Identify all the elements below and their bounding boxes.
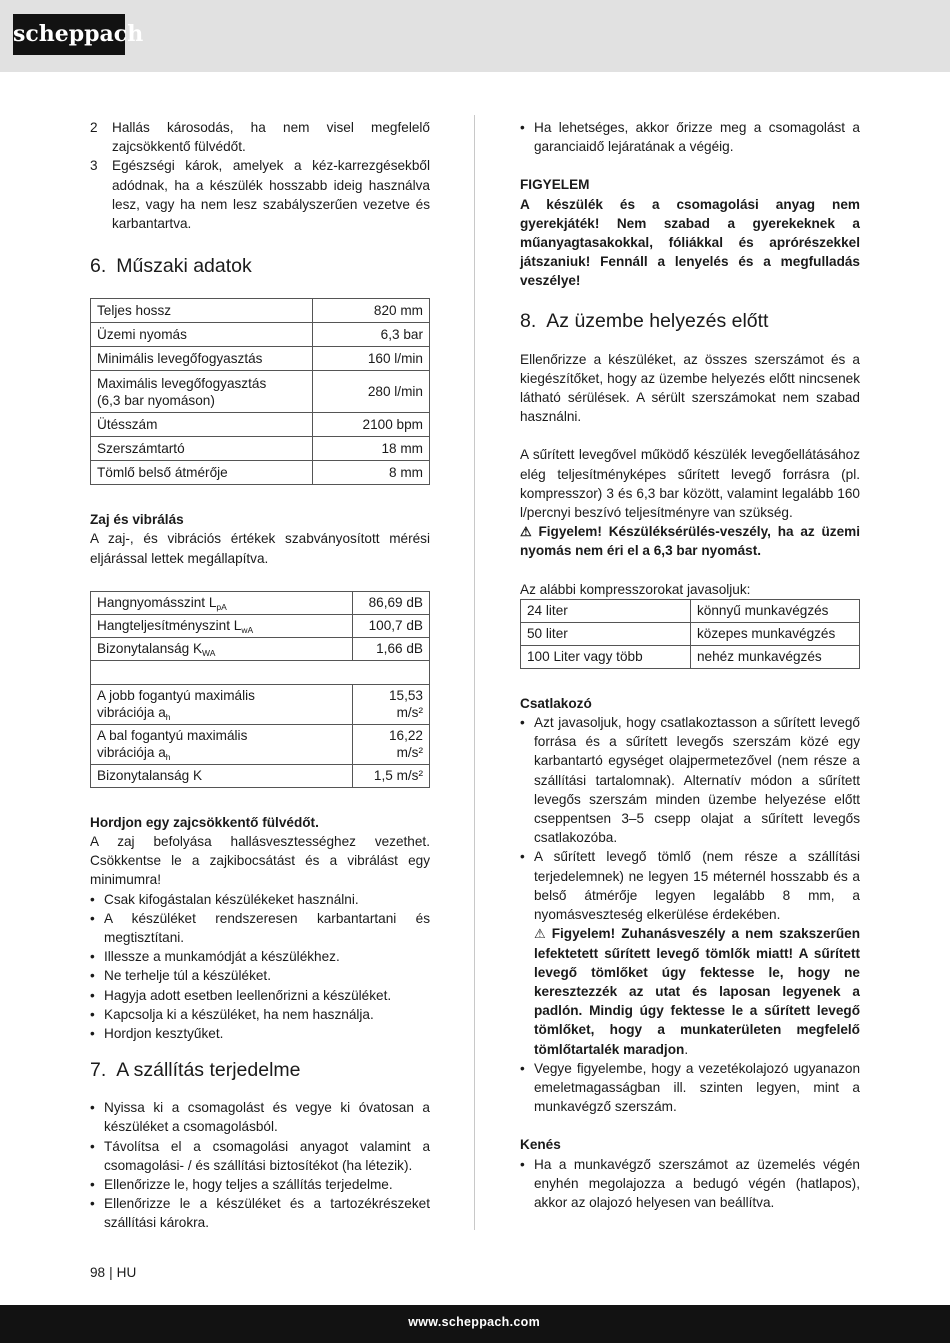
risk-text: Egészségi károk, amelyek a kéz-karrezgésekből adódnak, ha a készülék hosszabb ideig használva lesz, vagy ha nem lesz szabályszerűen vezetve és karbantartva. <box>112 158 430 232</box>
list-item-text: Csak kifogástalan készülékeket használni. <box>104 891 359 907</box>
list-item-text: Vegye figyelembe, hogy a vezetékolajozó ugyanazon emeletmagasságban ill. szinten legyen, mint a munkavégző szerszám. <box>534 1060 860 1115</box>
list-item-text: Azt javasoljuk, hogy csatlakoztasson a sűrített levegő forrása és a sűrített levegős szerszám közé egy karbantartó egységet olajpermetezővel (nem része a szállítási tartalomnak). Alternatív módon a sűrített levegős szerszám minden üzembe helyezése előtt cseppentsen 3–5 csepp olajat a sűrített levegős csatlakozóba. <box>534 715 860 846</box>
cell-line: A bal fogantyú maximális <box>97 728 248 744</box>
table-cell: 820 mm <box>313 299 430 323</box>
table-row <box>91 347 430 371</box>
table-row <box>91 591 430 614</box>
table-cell: 160 l/min <box>313 347 430 371</box>
table-row <box>91 299 430 323</box>
section-6-heading <box>90 254 430 278</box>
cell-line: vibrációja a <box>97 745 166 761</box>
cell-label: Hangnyomásszint L <box>97 595 217 611</box>
table-cell: 15,53 m/s² <box>353 684 430 724</box>
table-cell: 1,5 m/s² <box>353 764 430 787</box>
pressure-warning <box>520 522 860 560</box>
section-title: Az üzembe helyezés előtt <box>546 309 769 332</box>
section-7-heading <box>90 1058 430 1082</box>
lubrication-heading: Kenés <box>520 1137 561 1153</box>
table-cell: 1,66 dB <box>353 637 430 660</box>
table-row <box>91 637 430 660</box>
list-item: • Nyissa ki a csomagolást és vegye ki óvatosan a készüléket a csomagolásból. <box>90 1098 430 1136</box>
table-cell: 8 mm <box>313 461 430 485</box>
noise-text: A zaj-, és vibrációs értékek szabványosított mérési eljárással lettek megállapítva. <box>90 531 430 566</box>
attention-text: A készülék és a csomagolási anyag nem gyerekjáték! Nem szabad a gyerekeknek a műanyagtasakokkal, fóliákkal és aprórészekkel játszaniuk! Fennáll a lenyelés és a megfulladás veszélye! <box>520 196 860 289</box>
separator: | <box>109 1265 113 1280</box>
cell-line: A jobb fogantyú maximális <box>97 688 255 704</box>
brand-logo: scheppach <box>13 14 125 55</box>
table-row <box>91 724 430 764</box>
table-cell: 86,69 dB <box>353 591 430 614</box>
section-title: A szállítás terjedelme <box>116 1059 301 1082</box>
subscript: pA <box>216 602 227 613</box>
list-item: • A sűrített levegő tömlő (nem része a szállítási terjedelemnek) ne legyen 15 méternél hosszabb és a belső átmérője legyen legalább 8 mm, a nyomásveszteség elkerülése érdekében. ⚠ Figyelem! Zuhanásveszély a nem szakszerűen lefektetett sűrített levegő tömlők miatt! A sűrített levegő tömlőket úgy fektesse le, hogy ne keresztezzék az utat és laposan legyenek a padlón. Mindig úgy fektesse le a sűrített levegő tömlőket, hogy a munkaterületen megfelelő tömlőtartalék maradjon. <box>520 847 860 1058</box>
table-row <box>91 614 430 637</box>
table-cell: 16,22 m/s² <box>353 724 430 764</box>
list-item-text: A készüléket rendszeresen karbantartani és megtisztítani. <box>104 910 430 946</box>
page-footer <box>90 1265 136 1280</box>
subscript: h <box>165 712 171 723</box>
table-cell: Tömlő belső átmérője <box>91 461 313 485</box>
section-number: 6. <box>90 255 107 278</box>
table-cell: Minimális levegőfogyasztás <box>91 347 313 371</box>
section-number: 7. <box>90 1059 107 1082</box>
table-cell <box>91 591 353 614</box>
cell-label: Bizonytalanság K <box>97 641 203 657</box>
list-item: • Azt javasoljuk, hogy csatlakoztasson a sűrített levegő forrása és a sűrített levegős szerszám közé egy karbantartó egységet olajpermetezővel (nem része a szállítási tartalomnak). Alternatív módon a sűrített levegős szerszám minden üzembe helyezése előtt cseppentsen 3–5 csepp olajat a sűrített levegős csatlakozóba. <box>520 713 860 847</box>
table-cell: 100 Liter vagy több <box>521 645 691 668</box>
risk-item <box>90 156 430 233</box>
table-row <box>521 645 860 668</box>
list-item: • Hagyja adott esetben leellenőrizni a készüléket. <box>90 986 430 1005</box>
list-item: • Ellenőrizze le, hogy teljes a szállítás terjedelme. <box>90 1175 430 1194</box>
table-cell: Üzemi nyomás <box>91 323 313 347</box>
table-cell: közepes munkavégzés <box>691 622 860 645</box>
list-item-text: Ha lehetséges, akkor őrizze meg a csomagolást a garanciaidő lejáratának a végéig. <box>534 120 860 155</box>
section-8-heading <box>520 309 860 333</box>
table-cell: 280 l/min <box>313 371 430 413</box>
risk-item <box>90 118 430 156</box>
list-item-text: Nyissa ki a csomagolást és vegye ki óvatosan a készüléket a csomagolásból. <box>104 1100 430 1135</box>
list-item-text: Kapcsolja ki a készüléket, ha nem használja. <box>104 1006 374 1022</box>
attention-heading: FIGYELEM <box>520 177 590 193</box>
table-row <box>91 323 430 347</box>
list-item-text: Ne terhelje túl a készüléket. <box>104 968 271 984</box>
noise-table <box>90 591 430 788</box>
table-cell <box>91 614 353 637</box>
list-item-text: Illessze a munkamódját a készülékhez. <box>104 949 340 965</box>
list-item: • Ellenőrizze le a készüléket és a tartozékrészeket szállítási károkra. <box>90 1194 430 1232</box>
table-row <box>91 437 430 461</box>
ear-bullet-list <box>90 890 430 1044</box>
section-number: 8. <box>520 309 537 332</box>
table-cell: 18 mm <box>313 437 430 461</box>
list-item-text: Hagyja adott esetben leellenőrizni a készüléket. <box>104 987 392 1003</box>
warning-text-end: . <box>684 1041 689 1057</box>
table-cell <box>91 637 353 660</box>
header-bar <box>0 0 950 72</box>
cell-line: Maximális levegőfogyasztás <box>97 375 267 391</box>
table-cell: Ütésszám <box>91 413 313 437</box>
risk-text: Hallás károsodás, ha nem visel megfelelő zajcsökkentő fülvédőt. <box>112 120 430 155</box>
page-number: 98 <box>90 1265 106 1280</box>
website-link[interactable]: www.scheppach.com <box>408 1315 540 1329</box>
list-item: • A készüléket rendszeresen karbantartani és megtisztítani. <box>90 909 430 947</box>
table-cell: 6,3 bar <box>313 323 430 347</box>
warning-text: Figyelem! Zuhanásveszély a nem szakszerűen lefektetett sűrített levegő tömlők miatt! A sűrített levegő tömlőket úgy fektesse le, hogy ne keresztezzék az utat és laposan legyenek a padlón. Mindig úgy fektesse le a sűrített levegő tömlőket, hogy a munkaterületen megfelelő tömlőtartalék maradjon <box>534 926 861 1057</box>
risk-number: 3 <box>90 158 98 174</box>
table-row <box>91 371 430 413</box>
table-cell: nehéz munkavégzés <box>691 645 860 668</box>
table-cell: 50 liter <box>521 622 691 645</box>
table-cell <box>91 684 353 724</box>
column-divider <box>474 115 475 1230</box>
table-row <box>91 660 430 684</box>
list-item-body <box>534 847 860 1058</box>
list-item: • Hordjon kesztyűket. <box>90 1024 430 1043</box>
table-cell <box>91 724 353 764</box>
list-item: • Távolítsa el a csomagolási anyagot valamint a csomagolási- / és szállítási biztosítékot (ha létezik). <box>90 1137 430 1175</box>
list-item-text: Ha a munkavégző szerszámot az üzemelés végén enyhén megolajozza a bedugó végén (hatlapos), akkor az olajozó helyesen van beállítva. <box>534 1156 860 1210</box>
table-row <box>91 684 430 724</box>
list-item: • Ne terhelje túl a készüléket. <box>90 966 430 985</box>
table-cell: Szerszámtartó <box>91 437 313 461</box>
list-item: • Csak kifogástalan készülékeket használni. <box>90 890 430 909</box>
table-cell: Bizonytalanság K <box>91 764 353 787</box>
table-cell: 100,7 dB <box>353 614 430 637</box>
table-row <box>521 622 860 645</box>
list-item: • Ha lehetséges, akkor őrizze meg a csomagolást a garanciaidő lejáratának a végéig. <box>520 118 860 156</box>
table-cell: 24 liter <box>521 599 691 622</box>
subscript: h <box>165 752 171 763</box>
language-code: HU <box>116 1265 137 1280</box>
table-row <box>521 599 860 622</box>
cell-label: Hangteljesítményszint L <box>97 618 242 634</box>
compressor-intro: Az alábbi kompresszorokat javasoljuk: <box>520 581 751 597</box>
table-cell <box>91 371 313 413</box>
empty-cell <box>91 660 430 684</box>
footer-bar <box>0 1305 950 1343</box>
warning-icon: ⚠ <box>520 524 532 540</box>
list-item-text: Ellenőrizze le a készüléket és a tartozékrészeket szállítási károkra. <box>104 1196 430 1231</box>
table-cell: könnyű munkavégzés <box>691 599 860 622</box>
list-item-text: Hordjon kesztyűket. <box>104 1026 224 1042</box>
table-cell: Teljes hossz <box>91 299 313 323</box>
compressor-table <box>520 599 860 669</box>
left-column <box>90 118 430 1233</box>
table-row <box>91 461 430 485</box>
warning-text: Figyelem! Készüléksérülés-veszély, ha az üzemi nyomás nem éri el a 6,3 bar nyomást. <box>520 524 861 559</box>
risk-number: 2 <box>90 120 98 135</box>
delivery-bullet-list <box>90 1098 430 1232</box>
connector-heading: Csatlakozó <box>520 695 592 711</box>
list-item: • Ha a munkavégző szerszámot az üzemelés végén enyhén megolajozza a bedugó végén (hatlapos), akkor az olajozó helyesen van beállítva. <box>520 1155 860 1213</box>
paragraph: A sűrített levegővel működő készülék levegőellátásához elég teljesítményképes sűrített levegő forrásra (pl. kompresszor) 3 és 6,3 bar között, valamint legalább 160 l/percnyi beszívó teljesítményre van szükség. <box>520 447 860 521</box>
list-item: • Vegye figyelembe, hogy a vezetékolajozó ugyanazon emeletmagasságban ill. szinten legyen, mint a munkavégző szerszám. <box>520 1059 860 1117</box>
cell-line: (6,3 bar nyomáson) <box>97 392 215 408</box>
noise-heading: Zaj és vibrálás <box>90 512 184 528</box>
section-title: Műszaki adatok <box>116 255 252 278</box>
list-item-text: Távolítsa el a csomagolási anyagot valamint a csomagolási- / és szállítási biztosítékot (ha létezik). <box>104 1138 430 1173</box>
table-cell: 2100 bpm <box>313 413 430 437</box>
list-item-text: A sűrített levegő tömlő (nem része a szállítási terjedelemnek) ne legyen 15 méternél hosszabb és a belső átmérője legyen legalább 8 mm, a nyomásveszteség elkerülése érdekében. <box>534 849 860 923</box>
ear-protection-text: A zaj befolyása hallásvesztességhez vezethet. Csökkentse le a zajkibocsátást és a vibrálást egy minimumra! <box>90 834 430 888</box>
table-row <box>91 764 430 787</box>
list-item: • Kapcsolja ki a készüléket, ha nem használja. <box>90 1005 430 1024</box>
paragraph: Ellenőrizze a készüléket, az összes szerszámot és a kiegészítőket, hogy az üzembe helyezés előtt nincsenek látható sérülések. A sérült szerszámokat nem szabad használni. <box>520 351 860 425</box>
ear-protection-heading: Hordjon egy zajcsökkentő fülvédőt. <box>90 814 319 830</box>
subscript: WA <box>202 648 216 659</box>
right-column <box>520 118 860 1212</box>
cell-line: vibrációja a <box>97 705 166 721</box>
tech-data-table <box>90 298 430 485</box>
list-item-text: Ellenőrizze le, hogy teljes a szállítás terjedelme. <box>104 1177 393 1193</box>
subscript: wA <box>241 625 254 636</box>
table-row <box>91 413 430 437</box>
warning-icon: ⚠ <box>534 926 546 942</box>
list-item: • Illessze a munkamódját a készülékhez. <box>90 947 430 966</box>
